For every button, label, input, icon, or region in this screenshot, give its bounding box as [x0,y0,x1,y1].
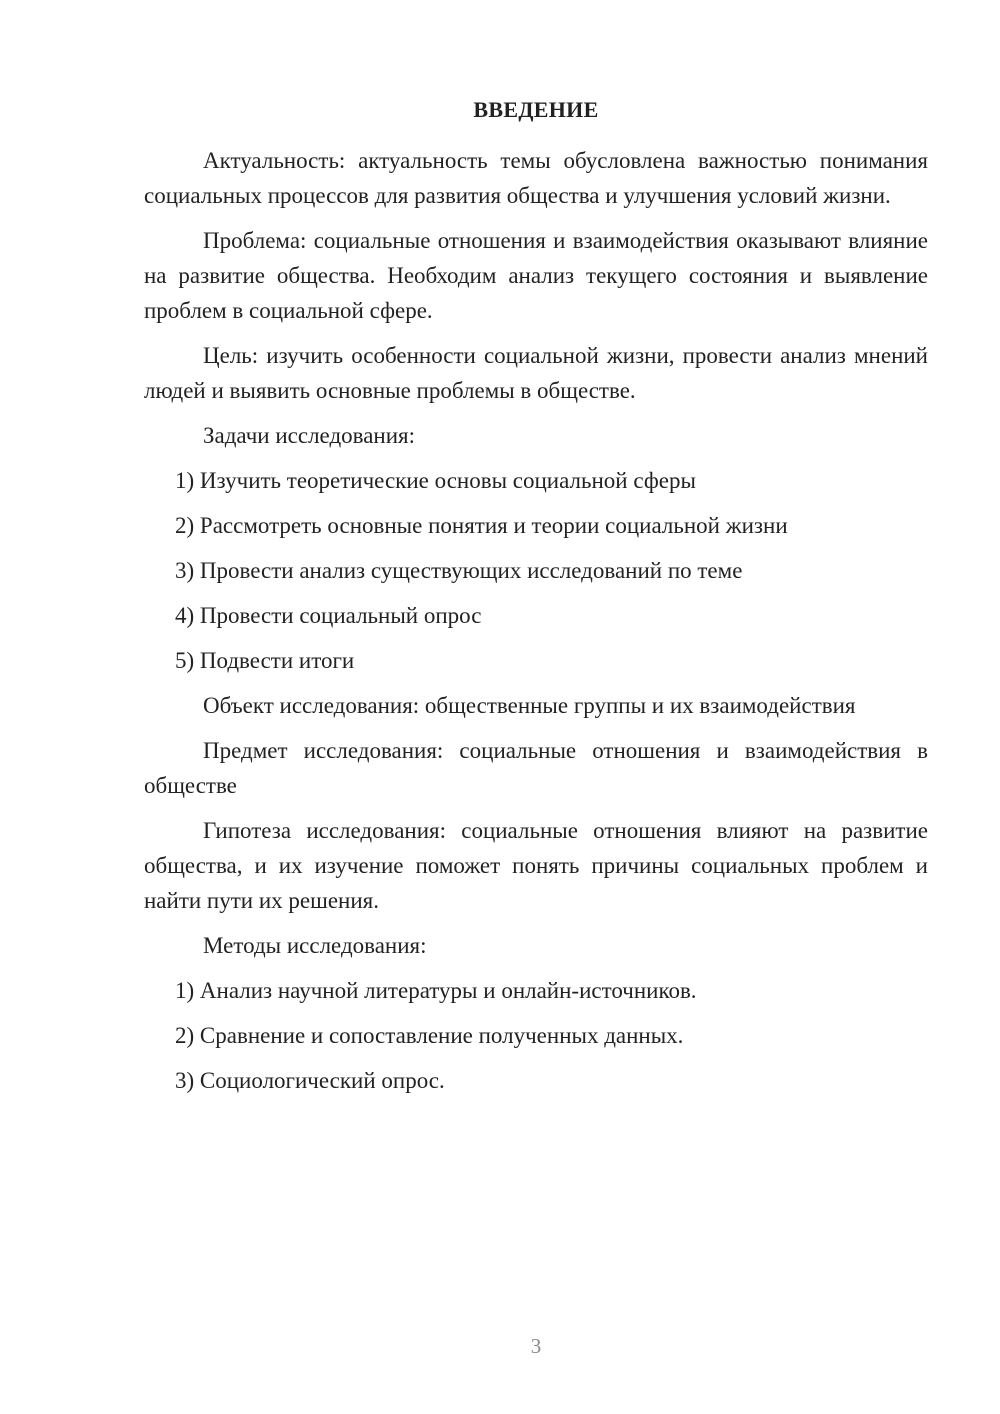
methods-heading: Методы исследования: [203,933,427,958]
task-item: 5) Подвести итоги [175,648,355,673]
relevance-paragraph: Актуальность: актуальность темы обусловлена важностью понимания социальных процессов для развития общества и улучшения условий жизни. [144,148,928,208]
subject-paragraph: Предмет исследования: социальные отношения и взаимодействия в обществе [144,738,928,798]
method-item: 1) Анализ научной литературы и онлайн-источников. [175,978,697,1003]
page-content [144,94,928,1108]
method-item: 2) Сравнение и сопоставление полученных данных. [175,1023,684,1048]
task-item: 4) Провести социальный опрос [175,603,482,628]
goal-paragraph: Цель: изучить особенности социальной жизни, провести анализ мнений людей и выявить основные проблемы в обществе. [144,343,928,403]
method-item: 3) Социологический опрос. [175,1068,445,1093]
object-paragraph: Объект исследования: общественные группы и их взаимодействия [203,693,856,718]
hypothesis-paragraph: Гипотеза исследования: социальные отношения влияют на развитие общества, и их изучение поможет понять причины социальных проблем и найти пути их решения. [144,818,928,913]
task-item: 3) Провести анализ существующих исследований по теме [175,558,743,583]
tasks-heading: Задачи исследования: [203,423,416,448]
task-item: 2) Рассмотреть основные понятия и теории социальной жизни [175,513,788,538]
section-title: ВВЕДЕНИЕ [473,97,599,122]
task-item: 1) Изучить теоретические основы социальной сферы [175,468,696,493]
page-number: 3 [530,1334,542,1358]
problem-paragraph: Проблема: социальные отношения и взаимодействия оказывают влияние на развитие общества. Необходим анализ текущего состояния и выявление проблем в социальной сфере. [144,228,928,323]
